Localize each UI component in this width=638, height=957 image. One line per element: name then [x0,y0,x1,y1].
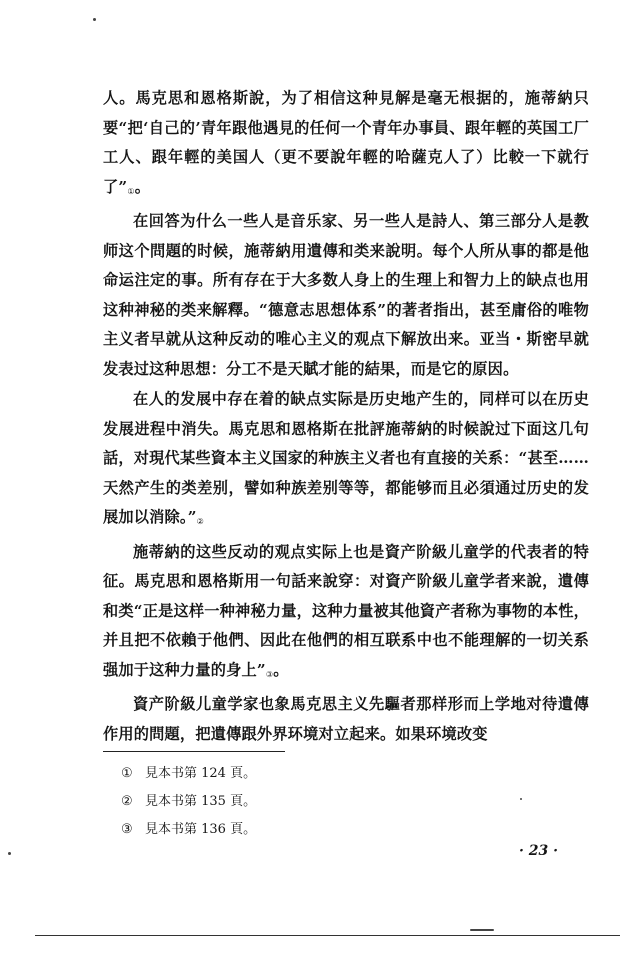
paragraph-2 [103,207,589,384]
footnote-1-text: 見本书第 124 頁。 [145,766,257,781]
scan-speck [470,929,494,931]
body-text [103,84,589,750]
paragraph-4: 施蒂納的这些反动的观点实际上也是資产阶級儿童学的代表者的特征。馬克思和恩格斯用一句話来說穿：对資产阶級儿童学者来說，遺傳和类“正是这样一种神秘力量，这种力量被其他資产者称为事物的本性，并且把不依賴于他們、因此在他們的相互联系中也不能理解的一切关系强加于这种力量的身上”③。 [103,542,589,679]
scan-speck [93,18,96,21]
paragraph-3 [103,385,589,537]
footnote-ref-3: ③ [265,669,274,679]
footnote-divider [103,751,285,752]
paragraph-1: 人。馬克思和恩格斯說，为了相信这种見解是毫无根据的，施蒂納只要“把‘自己的’青年跟他遇見的任何一个青年办事員、跟年輕的英国工厂工人、跟年輕的美国人（更不要說年輕的哈薩克人了）比較一下就行了”①。 [103,89,589,196]
footnote-3 [121,816,421,844]
footnote-1 [121,760,421,788]
footnote-ref-2: ② [196,517,205,526]
footnote-2-text: 見本书第 135 頁。 [145,794,257,809]
footnote-3-text: 見本书第 136 頁。 [145,822,257,837]
paragraph-2-text: 在回答为什么一些人是音乐家、另一些人是詩人、第三部分人是教师这个問題的时候，施蒂納用遺傳和类来說明。每个人所从事的都是他命运注定的事。所有存在于大多数人身上的生理上和智力上的缺点也用这种神秘的类来解釋。“德意志思想体系”的著者指出，甚至庸俗的唯物主义者早就从这种反动的唯心主义的观点下解放出来。亚当・斯密早就发表过这种思想：分工不是天賦才能的結果，而是它的原因。 [103,212,589,378]
scan-speck [520,798,522,800]
paragraph-4-text: 施蒂納的这些反动的观点实际上也是資产阶級儿童学的代表者的特征。馬克思和恩格斯用一句話来說穿：对資产阶級儿童学者来說，遺傳和类“正是这样一种神秘力量，这种力量被其他資产者称为事物的本性，并且把不依賴于他們、因此在他們的相互联系中也不能理解的一切关系强加于这种力量的身上” [103,542,589,679]
footnote-2 [121,788,421,816]
scan-edge-line [35,935,620,936]
page-number: · 23 · [519,843,558,859]
paragraph-3-text: 在人的发展中存在着的缺点实际是历史地产生的，同样可以在历史发展进程中消失。馬克思和恩格斯在批評施蒂納的时候說过下面这几句話，对現代某些資本主义国家的种族主义者也有直接的关系：“甚至……天然产生的类差别，譬如种族差别等等，都能够而且必須通过历史的发展加以消除。” [103,390,589,526]
footnote-3-mark: ③ [121,822,133,837]
footnote-1-mark: ① [121,766,133,781]
paragraph-5-text: 資产阶級儿童学家也象馬克思主义先驅者那样形而上学地对待遺傳作用的問題，把遺傳跟外界环境对立起来。如果环境改变 [103,695,589,743]
footnotes [121,760,421,844]
scan-speck [8,852,11,855]
paragraph-5 [103,690,589,749]
paragraph-1-text: 人。馬克思和恩格斯說，为了相信这种見解是毫无根据的，施蒂納只要“把‘自己的’青年跟他遇見的任何一个青年办事員、跟年輕的英国工厂工人、跟年輕的美国人（更不要說年輕的哈薩克人了）比較一下就行了” [103,89,589,196]
footnote-2-mark: ② [121,794,133,809]
footnote-ref-1: ① [127,186,135,196]
